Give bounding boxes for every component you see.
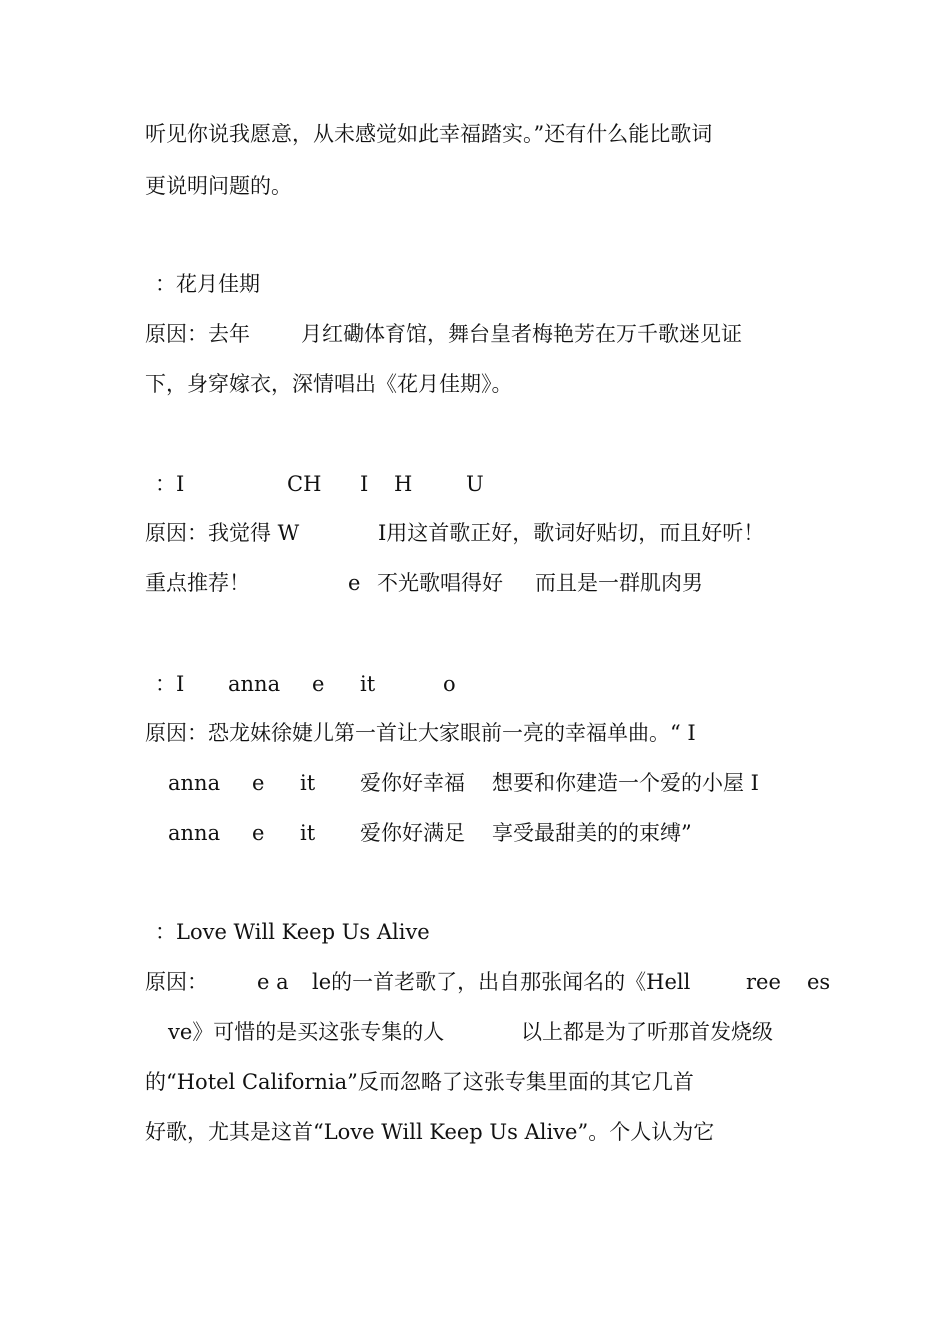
text-segment: anna xyxy=(168,821,221,845)
text-segment: H xyxy=(394,472,413,496)
text-segment: ree xyxy=(746,970,781,994)
text-segment: 享受最甜美的的束缚” xyxy=(492,821,692,845)
text-segment: I xyxy=(360,472,369,496)
text-segment: I用这首歌正好，歌词好贴切，而且好听！ xyxy=(378,521,765,545)
text-segment: e xyxy=(348,571,361,595)
text-segment: 更说明问题的。 xyxy=(145,174,292,198)
text-segment: ：Love Will Keep Us Alive xyxy=(155,920,430,944)
text-segment: 下，身穿嫁衣，深情唱出《花月佳期》。 xyxy=(145,372,513,396)
section-heading xyxy=(0,912,950,952)
text-segment: 重点推荐！ xyxy=(145,571,250,595)
text-segment: 原因：去年 xyxy=(145,322,250,346)
text-segment: 不光歌唱得好 xyxy=(377,571,503,595)
section-heading xyxy=(0,264,950,304)
text-line xyxy=(0,563,950,603)
text-segment: 原因： xyxy=(145,970,208,994)
text-line xyxy=(0,114,950,154)
text-segment: 月红磡体育馆，舞台皇者梅艳芳在万千歌迷见证 xyxy=(301,322,742,346)
text-segment: ：I xyxy=(155,472,185,496)
text-segment: it xyxy=(300,821,316,845)
text-segment: 原因：恐龙妹徐婕儿第一首让大家眼前一亮的幸福单曲。“ I xyxy=(145,721,696,745)
text-segment: e xyxy=(252,821,265,845)
text-segment: 的“Hotel California”反而忽略了这张专集里面的其它几首 xyxy=(145,1070,694,1094)
text-segment: 以上都是为了听那首发烧级 xyxy=(521,1020,773,1044)
text-line xyxy=(0,1012,950,1052)
text-segment: CH xyxy=(287,472,322,496)
text-line xyxy=(0,713,950,753)
text-segment: es xyxy=(807,970,831,994)
section-heading xyxy=(0,664,950,704)
text-segment: it xyxy=(360,672,376,696)
text-line xyxy=(0,314,950,354)
text-segment: e xyxy=(312,672,325,696)
text-segment: ：花月佳期 xyxy=(155,272,260,296)
section-heading xyxy=(0,464,950,504)
text-segment: 想要和你建造一个爱的小屋 I xyxy=(492,771,759,795)
text-line xyxy=(0,513,950,553)
text-segment: le的一首老歌了，出自那张闻名的《Hell xyxy=(312,970,691,994)
text-segment: ：I xyxy=(155,672,185,696)
text-segment: 原因：我觉得 W xyxy=(145,521,300,545)
text-segment: e a xyxy=(257,970,289,994)
text-segment: ve》可惜的是买这张专集的人 xyxy=(168,1020,445,1044)
text-line xyxy=(0,813,950,853)
text-segment: 而且是一群肌肉男 xyxy=(535,571,703,595)
text-segment: 好歌，尤其是这首“Love Will Keep Us Alive”。个人认为它 xyxy=(145,1120,715,1144)
text-line xyxy=(0,1112,950,1152)
text-segment: anna xyxy=(168,771,221,795)
text-line xyxy=(0,166,950,206)
text-segment: e xyxy=(252,771,265,795)
text-segment: 爱你好幸福 xyxy=(360,771,465,795)
text-line xyxy=(0,1062,950,1102)
text-segment: anna xyxy=(228,672,281,696)
text-line xyxy=(0,763,950,803)
text-segment: o xyxy=(443,672,456,696)
text-line xyxy=(0,962,950,1002)
text-segment: it xyxy=(300,771,316,795)
text-segment: 听见你说我愿意，从未感觉如此幸福踏实。”还有什么能比歌词 xyxy=(145,122,713,146)
text-segment: U xyxy=(466,472,484,496)
text-segment: 爱你好满足 xyxy=(360,821,465,845)
text-line xyxy=(0,364,950,404)
